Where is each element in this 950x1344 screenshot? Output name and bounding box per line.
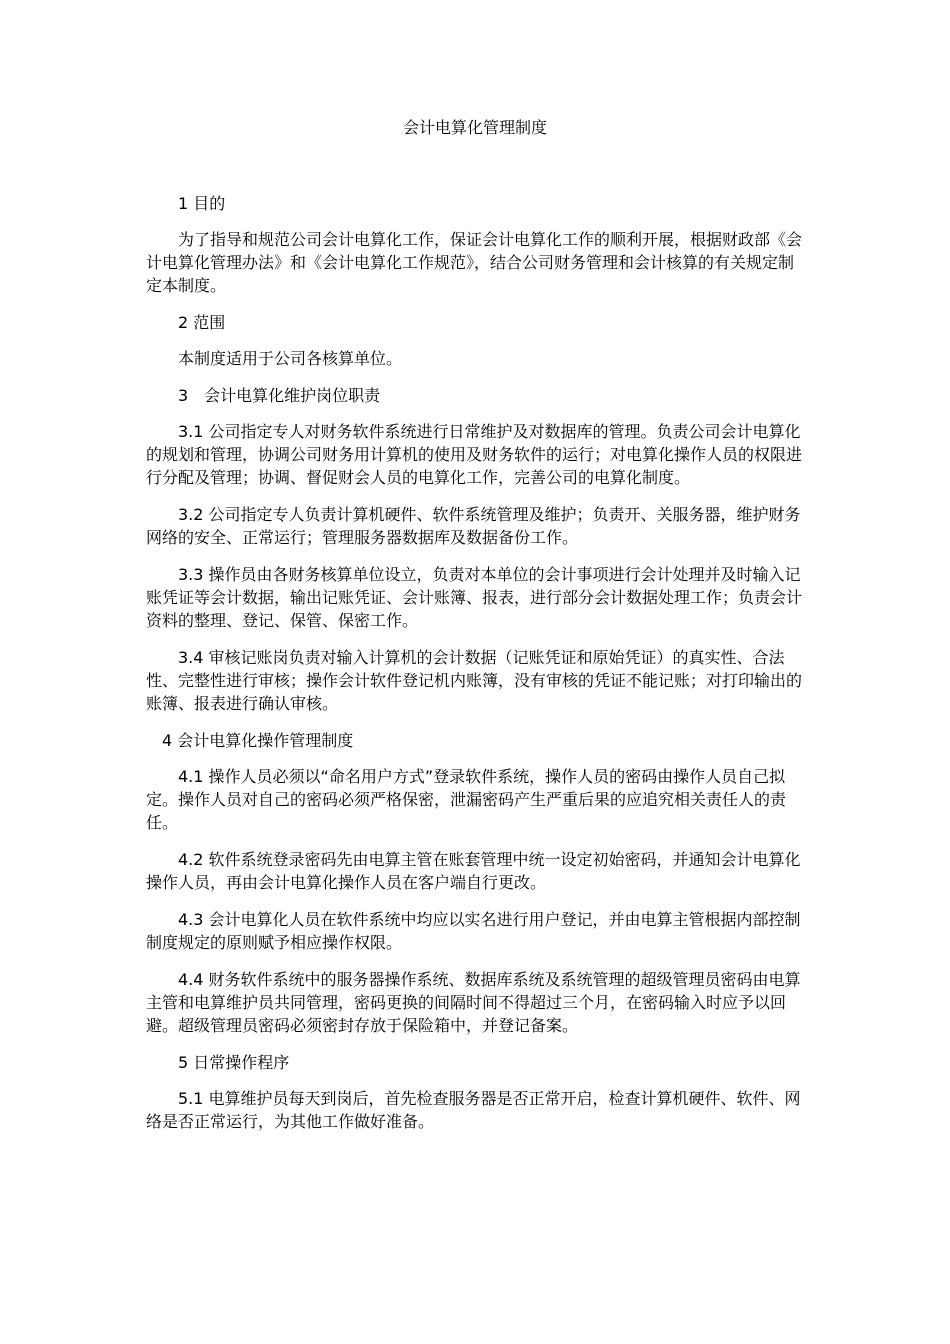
paragraph-scope: 本制度适用于公司各核算单位。 bbox=[178, 349, 403, 368]
document-body bbox=[146, 192, 806, 1147]
paragraph-4-1: 4.1 操作人员必须以“命名用户方式”登录软件系统，操作人员的密码由操作人员自己拟定。操作人员对自己的密码必须严格保密，泄漏密码产生严重后果的应追究相关责任人的责任。 bbox=[146, 767, 787, 832]
section-heading-daily-procedure: 5 日常操作程序 bbox=[178, 1053, 290, 1072]
paragraph-4-2: 4.2 软件系统登录密码先由电算主管在账套管理中统一设定初始密码，并通知会计电算化操作人员，再由会计电算化操作人员在客户端自行更改。 bbox=[146, 850, 801, 892]
paragraph-purpose: 为了指导和规范公司会计电算化工作，保证会计电算化工作的顺利开展，根据财政部《会计电算化管理办法》和《会计电算化工作规范》，结合公司财务管理和会计核算的有关规定制定本制度。 bbox=[146, 230, 803, 295]
paragraph-4-3: 4.3 会计电算化人员在软件系统中均应以实名进行用户登记，并由电算主管根据内部控制制度规定的原则赋予相应操作权限。 bbox=[146, 910, 801, 952]
paragraph-3-4: 3.4 审核记账岗负责对输入计算机的会计数据（记账凭证和原始凭证）的真实性、合法性、完整性进行审核；操作会计软件登记机内账簿，没有审核的凭证不能记账；对打印输出的账簿、报表进行确认审核。 bbox=[146, 648, 803, 713]
section-heading-purpose: 1 目的 bbox=[178, 194, 226, 213]
section-heading-scope: 2 范围 bbox=[178, 313, 226, 332]
paragraph-3-1: 3.1 公司指定专人对财务软件系统进行日常维护及对数据库的管理。负责公司会计电算化的规划和管理，协调公司财务用计算机的使用及财务软件的运行；对电算化操作人员的权限进行分配及管理；协调、督促财会人员的电算化工作，完善公司的电算化制度。 bbox=[146, 422, 803, 487]
section-heading-operation-management: 4 会计电算化操作管理制度 bbox=[162, 731, 354, 750]
paragraph-4-4: 4.4 财务软件系统中的服务器操作系统、数据库系统及系统管理的超级管理员密码由电算主管和电算维护员共同管理，密码更换的间隔时间不得超过三个月，在密码输入时应予以回避。超级管理员密码必须密封存放于保险箱中，并登记备案。 bbox=[146, 970, 801, 1035]
section-heading-maintenance-duties: 3 会计电算化维护岗位职责 bbox=[178, 386, 381, 405]
paragraph-3-3: 3.3 操作员由各财务核算单位设立，负责对本单位的会计事项进行会计处理并及时输入记账凭证等会计数据，输出记账凭证、会计账簿、报表，进行部分会计数据处理工作；负责会计资料的整理、登记、保管、保密工作。 bbox=[146, 565, 803, 630]
paragraph-3-2: 3.2 公司指定专人负责计算机硬件、软件系统管理及维护；负责开、关服务器，维护财务网络的安全、正常运行；管理服务器数据库及数据备份工作。 bbox=[146, 505, 801, 547]
document-title: 会计电算化管理制度 bbox=[402, 118, 547, 137]
paragraph-5-1: 5.1 电算维护员每天到岗后，首先检查服务器是否正常开启，检查计算机硬件、软件、网络是否正常运行，为其他工作做好准备。 bbox=[146, 1089, 801, 1131]
